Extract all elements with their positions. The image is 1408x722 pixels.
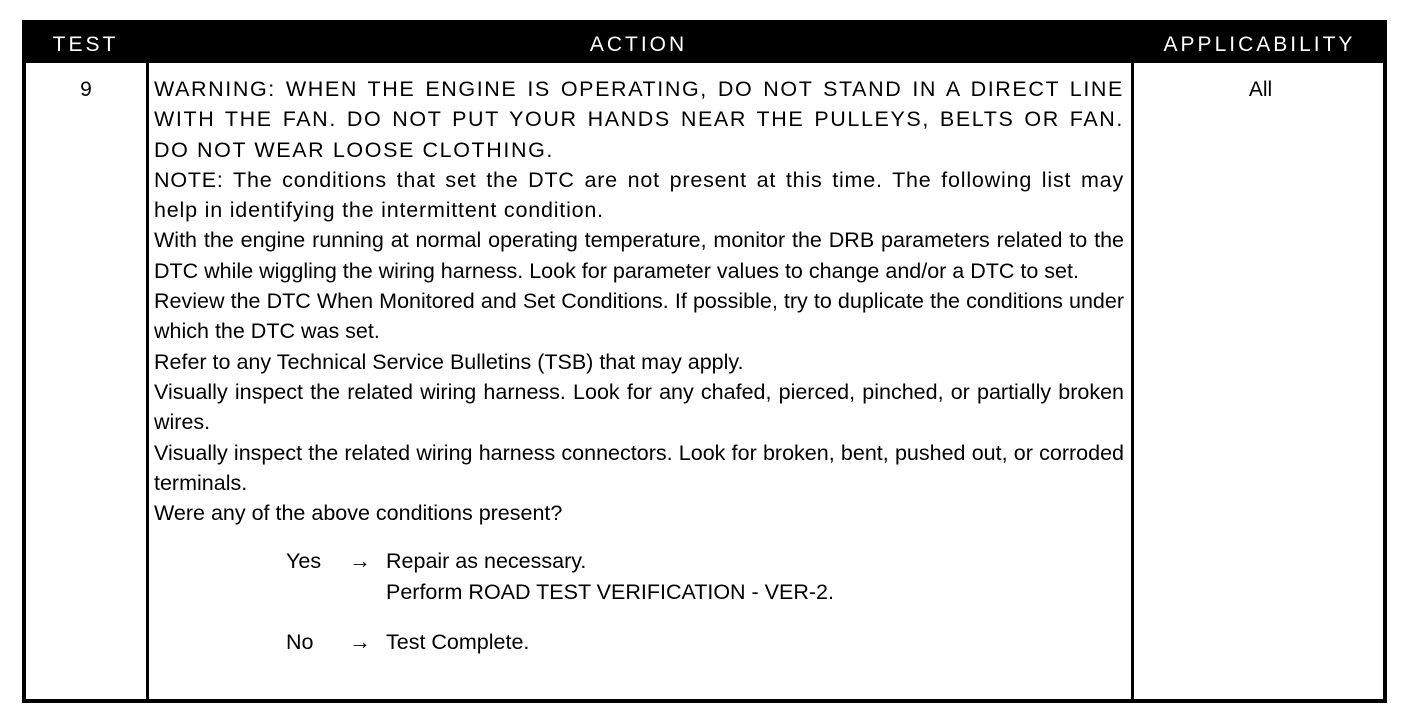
answer-yes [154, 546, 1124, 607]
arrow-icon: → [349, 630, 371, 655]
table-header-row [26, 24, 1383, 63]
step-text: Refer to any Technical Service Bulletins (TSB) that may apply. [154, 349, 744, 374]
question-text: Were any of the above conditions present? [154, 501, 563, 526]
applicability-value: All [1248, 78, 1273, 101]
action-cell [154, 74, 1124, 657]
arrow-icon: → [349, 549, 371, 574]
step-text: Visually inspect the related wiring harness connectors. Look for broken, bent, pushed out, or corroded terminals. [154, 440, 1124, 495]
answer-action-text: Test Complete. [386, 630, 530, 655]
step-text: With the engine running at normal operating temperature, monitor the DRB parameters related to the DTC while wiggling the wiring harness. Look for parameter values to change and/or a DTC to set. [154, 228, 1124, 283]
step-text: Visually inspect the related wiring harness. Look for any chafed, pierced, pinched, or partially broken wires. [154, 379, 1124, 435]
answer-action-text: Perform ROAD TEST VERIFICATION - VER-2. [386, 579, 834, 604]
header-action: ACTION [589, 33, 688, 56]
warning-text: WARNING: WHEN THE ENGINE IS OPERATING, DO NOT STAND IN A DIRECT LINE WITH THE FAN. DO NOT PUT YOUR HANDS NEAR THE PULLEYS, BELTS OR FAN. DO NOT WEAR LOOSE CLOTHING. [154, 77, 1124, 162]
answer-list [154, 546, 1124, 657]
column-divider [146, 63, 149, 699]
answer-label: Yes [286, 549, 322, 574]
note-text: NOTE: The conditions that set the DTC are not present at this time. The following list may help in identifying the intermittent condition. [154, 167, 1124, 223]
column-divider [1131, 63, 1134, 699]
answer-action-text: Repair as necessary. [386, 549, 587, 574]
diagnostic-test-table [22, 20, 1387, 703]
answer-label: No [286, 630, 314, 655]
step-text: Review the DTC When Monitored and Set Conditions. If possible, try to duplicate the conditions under which the DTC was set. [154, 289, 1124, 344]
header-applicability: APPLICABILITY [1163, 33, 1356, 56]
test-number: 9 [80, 78, 92, 101]
header-test: TEST [52, 33, 119, 56]
answer-no [154, 627, 1124, 657]
